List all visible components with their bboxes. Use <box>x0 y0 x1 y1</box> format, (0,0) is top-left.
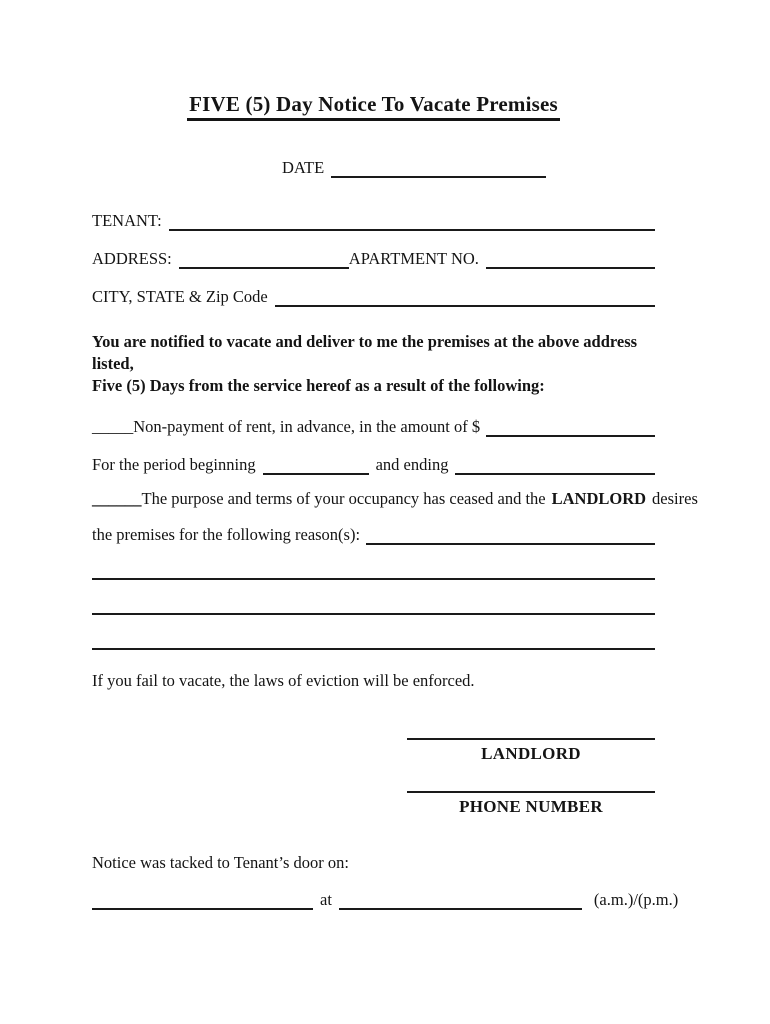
date-field[interactable] <box>331 155 546 178</box>
landlord-label: LANDLORD <box>481 744 581 763</box>
address-row <box>92 246 655 269</box>
period-begin-field[interactable] <box>263 452 369 475</box>
notice-paragraph <box>92 331 655 397</box>
tacked-time-field[interactable] <box>339 887 582 910</box>
phone-number-label: PHONE NUMBER <box>459 797 603 816</box>
reasons-line-1[interactable] <box>92 578 655 580</box>
premises-row <box>92 522 655 545</box>
enforcement-text: If you fail to vacate, the laws of eviction will be enforced. <box>92 671 475 690</box>
nonpayment-label: Non-payment of rent, in advance, in the amount of $ <box>133 417 481 436</box>
tenant-field[interactable] <box>169 208 655 231</box>
title-block <box>92 91 655 121</box>
nonpayment-blank-field[interactable]: _____ <box>92 417 134 436</box>
reasons-line-3[interactable] <box>92 648 655 650</box>
tacked-date-time-row <box>92 887 682 910</box>
notice-line-2: Five (5) Days from the service hereof as a result of the following: <box>92 376 545 395</box>
notice-line-1: You are notified to vacate and deliver to me the premises at the above address listed, <box>92 332 638 373</box>
occupancy-blank-field[interactable]: ______ <box>92 489 142 508</box>
date-row <box>282 155 655 178</box>
reasons-field[interactable] <box>366 522 655 545</box>
address-label: ADDRESS: <box>92 249 172 268</box>
period-beginning-label: For the period beginning <box>92 455 256 474</box>
period-end-field[interactable] <box>455 452 655 475</box>
period-ending-label: and ending <box>375 455 449 474</box>
tenant-row <box>92 208 655 231</box>
address-field[interactable] <box>179 246 349 269</box>
reasons-line-2[interactable] <box>92 613 655 615</box>
tacked-date-field[interactable] <box>92 887 313 910</box>
landlord-signature-block <box>407 738 655 764</box>
amount-field[interactable] <box>486 414 655 437</box>
page-title: FIVE (5) Day Notice To Vacate Premises <box>187 91 560 121</box>
ampm-label: (a.m.)/(p.m.) <box>593 890 679 909</box>
apartment-label: APARTMENT NO. <box>348 249 479 268</box>
occupancy-text-before: The purpose and terms of your occupancy has ceased and the <box>141 489 546 508</box>
date-label: DATE <box>282 158 325 177</box>
period-row <box>92 452 655 475</box>
occupancy-row <box>92 488 698 509</box>
city-row <box>92 284 655 307</box>
landlord-signature-field[interactable] <box>407 738 655 740</box>
at-label: at <box>320 890 332 909</box>
reasons-label: the premises for the following reason(s): <box>92 525 361 544</box>
tenant-label: TENANT: <box>92 211 162 230</box>
nonpayment-row <box>92 414 655 437</box>
city-state-zip-field[interactable] <box>275 284 655 307</box>
phone-number-field[interactable] <box>407 791 655 793</box>
city-state-zip-label: CITY, STATE & Zip Code <box>92 287 268 306</box>
phone-number-block <box>407 791 655 817</box>
tacked-notice-text: Notice was tacked to Tenant’s door on: <box>92 853 349 872</box>
apartment-field[interactable] <box>486 246 655 269</box>
landlord-word: LANDLORD <box>551 489 647 508</box>
occupancy-text-after: desires <box>652 489 698 508</box>
